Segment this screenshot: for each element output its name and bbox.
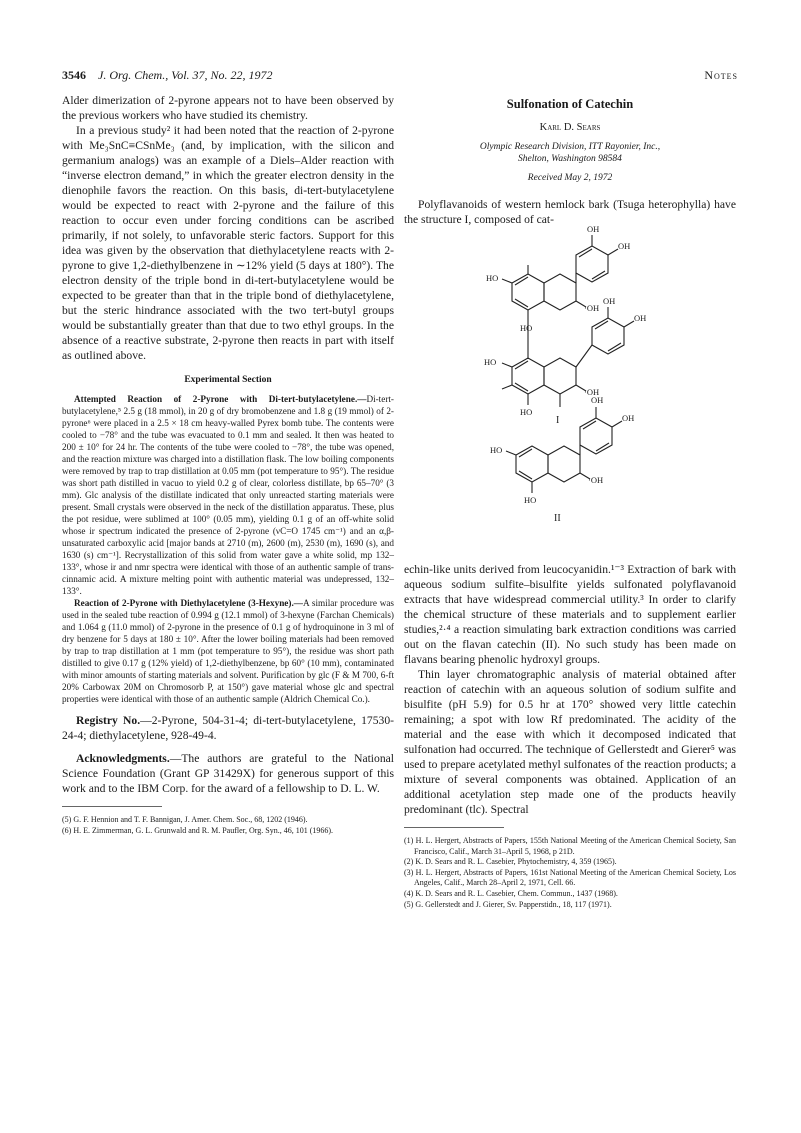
received-date: Received May 2, 1972: [527, 173, 613, 183]
running-header: [62, 68, 738, 84]
footnote: (6) H. E. Zimmerman, G. L. Grunwald and R. M. Paufler, Org. Syn., 46, 101 (1966).: [62, 825, 334, 835]
experimental-title: Attempted Reaction of 2-Pyrone with Di-tert-butylacetylene.—: [74, 394, 367, 404]
acknowledgments-paragraph: [62, 751, 394, 796]
footnote: (5) G. Gellerstedt and J. Gierer, Sv. Papperstidn., 18, 117 (1971).: [404, 899, 612, 909]
left-column: [62, 93, 394, 836]
paragraph: Thin layer chromatographic analysis of material obtained after reaction of catechin with an aqueous solution of sodium sulfite and bisulfite (pH 5.9) for 0.5 hr at 170° showed very little catechin remaining; a spot with low Rf predominated. The acidity of the material and the ease with which it decomposed indicated that sulfonation had occurred. The technique of Gellerstedt and Gierer⁵ was used to prepare acetylated methyl sulfonates of the reaction products; a mixture of several components was obtained. Application of an additional acetylation step made one of the products heavily predominant (tlc). Spectral: [404, 668, 736, 816]
experimental-title: Reaction of 2-Pyrone with Diethylacetylene (3-Hexyne).—: [74, 598, 303, 608]
hydroxyl-label: OH: [622, 413, 635, 423]
hydroxyl-label: HO: [524, 495, 537, 505]
hydroxyl-label: ·OH: [584, 387, 600, 397]
page-number: 3546: [62, 68, 86, 82]
footnote: (2) K. D. Sears and R. L. Casebier, Phytochemistry, 4, 359 (1965).: [404, 857, 617, 867]
footnote: (4) K. D. Sears and R. L. Casebier, Chem. Commun., 1437 (1968).: [404, 888, 618, 898]
ring-lower-b: [592, 318, 624, 354]
hydroxyl-label: OH: [618, 241, 631, 251]
article-title: Sulfonation of Catechin: [506, 97, 634, 111]
structure-label-II: II: [554, 513, 561, 524]
ring-catechin-c: [548, 446, 580, 482]
chemical-structures: [404, 224, 736, 562]
registry-text: —2-Pyrone, 504-31-4; di-tert-butylacetylene, 17530-24-4; diethylacetylene, 928-49-4.: [62, 714, 394, 742]
ring-lower-a: [512, 358, 544, 394]
registry-title: Registry No.: [76, 714, 141, 727]
right-column: [404, 93, 736, 910]
author: Karl D. Sears: [539, 122, 601, 133]
paragraph: In a previous study² it had been noted that the reaction of 2-pyrone with Me₃SnC≡CSnMe₃ (and, by implication, with the silicon and germanium analogs) was an example of a Diels–Alder reaction with “inverse electron demand,” in which the greater electron density in the dienophile favors the reaction. On this basis, di-tert-butylacetylene would be expected to react with 2-pyrone and the failure of this reaction to occur even under forcing conditions can be ascribed primarily, if not solely, to unfavorable steric factors. Support for this idea was given by the observation that diethylacetylene reacts with 2-pyrone to give 1,2-diethylbenzene in ∼12% yield (5 days at 180°). The electron density of the triple bond in di-tert-butylacetylene would be expected to be greater than that in the triple bond of diethylacetylene, but the steric hindrance associated with the two tert-butyl groups would be substantially greater than that due to two ethyl groups. In the absence of a reactive substrate, 2-pyrone then reacts in part with itself as outlined above.: [62, 124, 394, 362]
hydroxyl-label: HO: [484, 357, 497, 367]
section-heading: Experimental Section: [184, 375, 272, 385]
hydroxyl-label: OH: [591, 395, 604, 405]
registry-paragraph: [62, 713, 394, 743]
ring-catechin-a: [516, 446, 548, 482]
hydroxyl-label: HO: [486, 273, 499, 283]
ring-upper-b: [576, 246, 608, 282]
experimental-paragraph: [62, 393, 394, 597]
section-label: Notes: [704, 68, 738, 82]
footnote: (3) H. L. Hergert, Abstracts of Papers, 161st National Meeting of the American Chemical Society, Los Angeles, Calif., March 28–April 2, 1971, Cell. 66.: [404, 867, 736, 888]
affiliation-line: Olympic Research Division, ITT Rayonier, Inc.,: [479, 142, 661, 152]
footnote: (5) G. F. Hennion and T. F. Bannigan, J. Amer. Chem. Soc., 68, 1202 (1946).: [62, 815, 308, 824]
affiliation-line: Shelton, Washington 98584: [518, 154, 622, 164]
footnote: (1) H. L. Hergert, Abstracts of Papers, 155th National Meeting of the American Chemical Society, San Francisco, Calif., March 31–April 5, 1968, p 21D.: [404, 836, 736, 856]
hydroxyl-label: ·OH: [588, 475, 604, 485]
hydroxyl-label: HO: [490, 445, 503, 455]
footnote-rule: [62, 806, 162, 807]
hydroxyl-label: HO: [520, 407, 533, 417]
paragraph: echin-like units derived from leucocyanidin.¹⁻³ Extraction of bark with aqueous sodium sulfite–bisulfite yields sulfonated polyflavanoid extracts that have widespread commercial utility.³ In order to clarify the chemical structure of these materials and to supplement earlier studies,²·⁴ a reaction simulating bark extraction conditions was carried out on the flavan catechin (II). No such study has been made on flavans bearing phenolic hydroxyl groups.: [404, 563, 736, 666]
affiliation: [404, 141, 736, 165]
paragraph: Alder dimerization of 2-pyrone appears not to have been observed by the previous workers who have studied its chemistry.: [62, 94, 394, 122]
paragraph: Polyflavanoids of western hemlock bark (Tsuga heterophylla) have the structure I, composed of cat-: [404, 198, 736, 226]
ring-upper-c: [544, 274, 576, 310]
ring-lower-c: [544, 358, 576, 394]
structure-drawing: [404, 227, 736, 562]
structure-label-I: I: [556, 415, 560, 426]
acknowledgments-text: —The authors are grateful to the National Science Foundation (Grant GP 31429X) for generous support of this work and to the IBM Corp. for the award of a fellowship to D. L. W.: [62, 752, 394, 795]
ring-catechin-b: [580, 418, 612, 454]
experimental-text: Di-tert-butylacetylene,⁵ 2.5 g (18 mmol), in 20 g of dry bromobenzene and 1.8 g (19 mmol) of 2-pyrone⁶ were placed in a 2.5 × 18 cm heavy-walled Pyrex bomb tube. The contents were cooled to −78° and the tube was evacuated to 0.1 mm and sealed. It then was heated to 200 ± 10° for 24 hr. The contents of the tube were cooled to −78°, the tube was opened, and the reaction mixture was charged into a distillation flask. The low boiling components were removed by trap to trap distillation at 0.05 mm (pot temperature to 95°). The residue was short path distilled in vacuo to yield 0.2 g of clear, colorless distillate, bp 65–70° (3 mm). Glc analysis of the distillate indicated that only unreacted starting materials were present. Small crystals were observed in the neck of the distillation apparatus. These, plus the pot residue, were sublimed at 100° (0.05 mm), yielding 0.1 g of an off-white solid whose ir spectrum indicated the presence of 2-pyrone (νC=O 1745 cm⁻¹) and an α,β-unsaturated carboxylic acid [major bands at 2710 (m), 2600 (m), 2530 (m), 1690 (s), and 1630 (s) cm⁻¹]. Recrystallization of this solid from water gave a white solid, mp 132–133°, whose ir and nmr spectra were identical with those of an authentic sample of trans-cinnamic acid. A mixture melting point with authentic material was undepressed, 132–133°.: [62, 394, 394, 596]
journal-citation: J. Org. Chem., Vol. 37, No. 22, 1972: [98, 68, 273, 82]
experimental-text: A similar procedure was used in the sealed tube reaction of 0.994 g (12.1 mmol) of 3-hexyne (Farchan Chemicals) and 1.064 g (11.0 mmol) of 2-pyrone in the presence of 0.1 g of hydroquinone in 3 ml of dry benzene for 5 days at 180 ± 10°. After the lower boiling materials had been removed by trap to trap distillation at 1 mm (pot temperature to 95°), the residue was short path distilled to give 0.17 g (12% yield) of 1,2-diethylbenzene, bp 60° (10 mm), contaminated with minor amounts of starting materials and solvent. Purification by glc (F & M 700, 6-ft 20% Carbowax 20M on Chromosorb P, at 150°) gave material whose glc and spectral properties were identical with those of an authentic sample (Aldrich Chemical Co.).: [62, 598, 394, 704]
experimental-paragraph: [62, 597, 394, 705]
footnote-rule: [404, 827, 504, 828]
acknowledgments-title: Acknowledgments.: [76, 752, 170, 765]
ring-upper-a: [512, 274, 544, 310]
hydroxyl-label: ·OH: [584, 303, 600, 313]
hydroxyl-label: HO: [520, 323, 533, 333]
hydroxyl-label: OH: [603, 296, 616, 306]
hydroxyl-label: OH: [634, 313, 647, 323]
hydroxyl-label: OH: [587, 224, 600, 234]
